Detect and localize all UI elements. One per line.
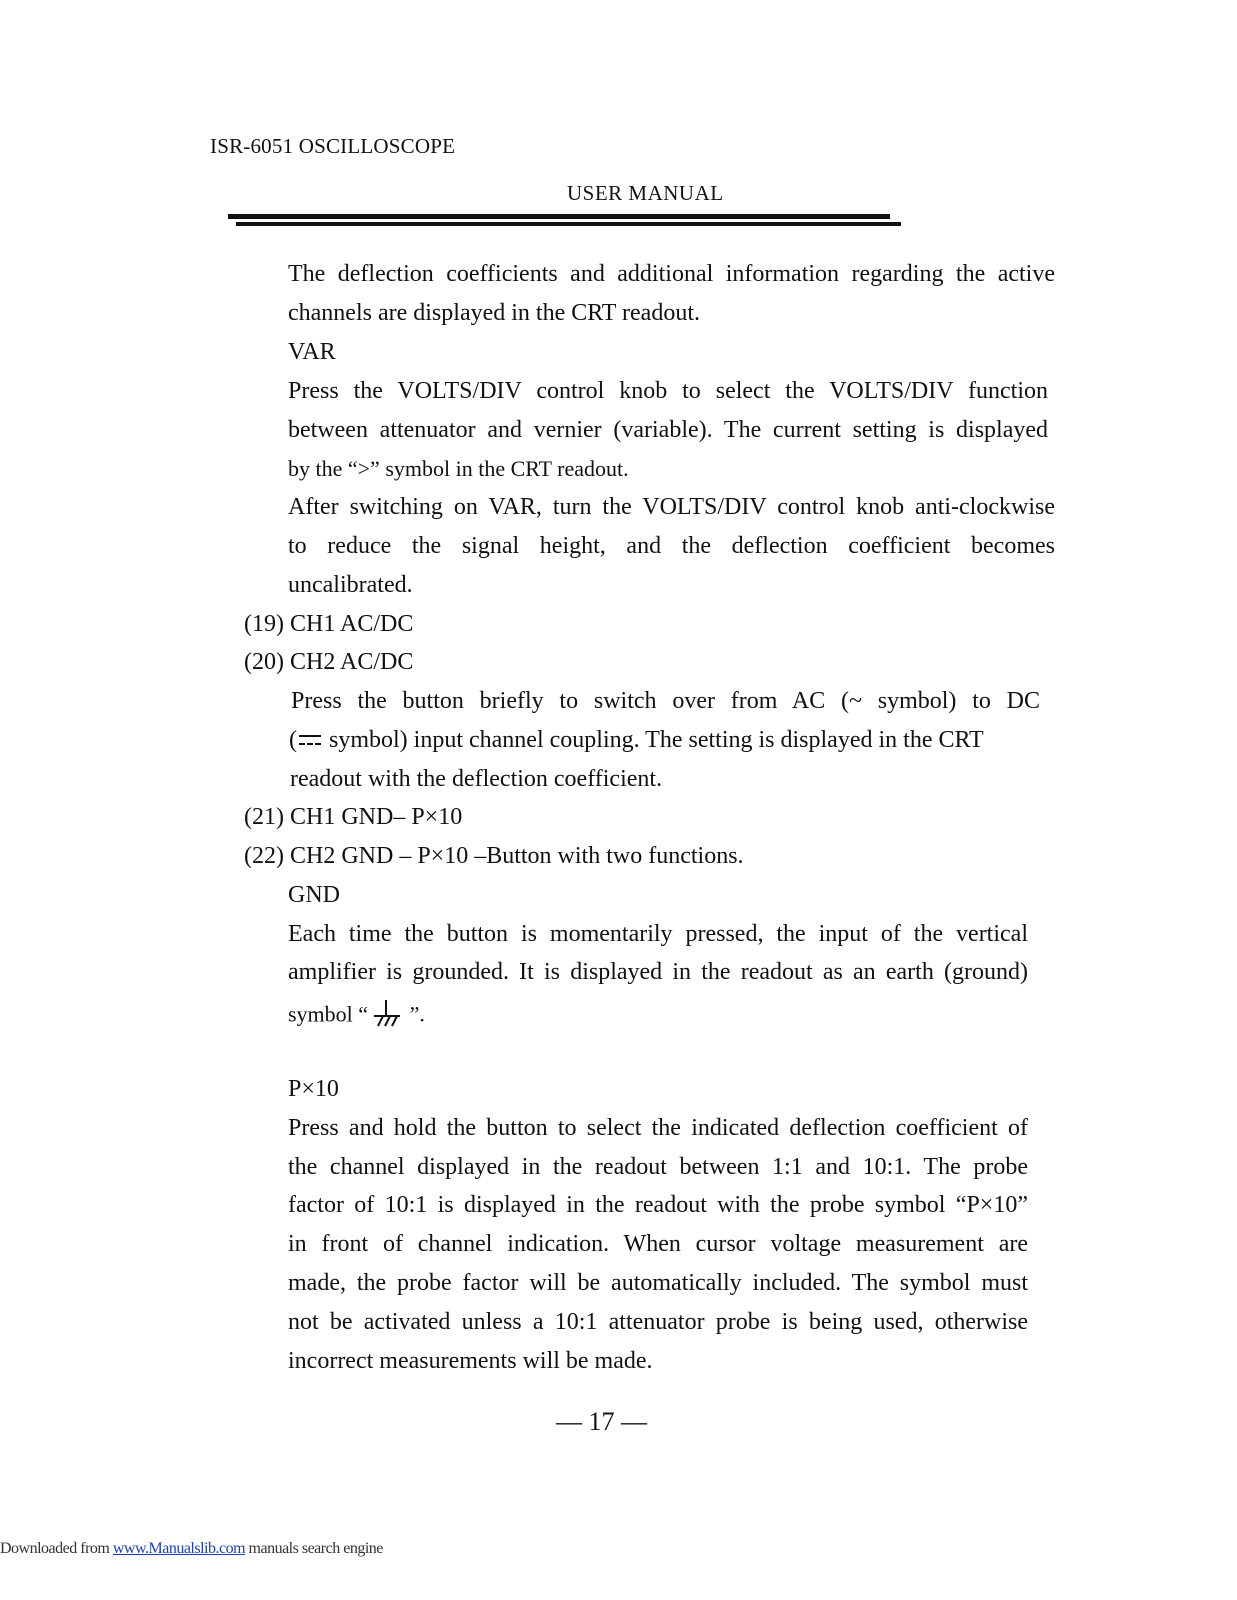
paragraph-line: in front of channel indication. When cursor voltage measurement are: [288, 1231, 1028, 1257]
paren-open: (: [289, 727, 297, 753]
paragraph-line: between attenuator and vernier (variable). The current setting is displayed: [288, 417, 1048, 443]
paragraph-line: uncalibrated.: [288, 572, 413, 598]
list-item-19: (19) CH1 AC/DC: [244, 611, 414, 637]
manual-title: ISR-6051 OSCILLOSCOPE: [210, 134, 456, 158]
download-footer: [0, 1540, 383, 1558]
header-rule-thin: [236, 222, 901, 226]
manual-subtitle: USER MANUAL: [567, 181, 724, 205]
paragraph-line: not be activated unless a 10:1 attenuator probe is being used, otherwise: [288, 1309, 1028, 1335]
paragraph-text: symbol “: [288, 1001, 369, 1027]
manualslib-link[interactable]: www.Manualslib.com: [112, 1540, 246, 1557]
footer-prefix: Downloaded from: [0, 1540, 113, 1557]
list-item-20: (20) CH2 AC/DC: [244, 649, 414, 675]
footer-suffix: manuals search engine: [245, 1540, 383, 1557]
list-item-22: (22) CH2 GND – P×10 –Button with two functions.: [244, 843, 744, 869]
paragraph-line: by the “>” symbol in the CRT readout.: [288, 456, 629, 481]
paragraph-line: After switching on VAR, turn the VOLTS/DIV control knob anti-clockwise: [288, 494, 1055, 520]
paragraph-line: Press the VOLTS/DIV control knob to select the VOLTS/DIV function: [288, 378, 1048, 404]
paragraph-text: ”.: [404, 1001, 425, 1027]
dc-symbol-icon: [297, 731, 323, 751]
paragraph-line: Press the button briefly to switch over from AC (~ symbol) to DC: [291, 688, 1040, 714]
paragraph-line: the channel displayed in the readout between 1:1 and 10:1. The probe: [288, 1154, 1028, 1180]
ground-symbol-icon: [368, 998, 404, 1035]
paragraph-line: amplifier is grounded. It is displayed in the readout as an earth (ground): [288, 959, 1028, 985]
paragraph-line-with-symbol: [288, 998, 425, 1035]
paragraph-line: The deflection coefficients and additional information regarding the active: [288, 261, 1055, 287]
paragraph-line: readout with the deflection coefficient.: [290, 766, 663, 792]
list-item-21: (21) CH1 GND– P×10: [244, 804, 463, 830]
paragraph-line: Press and hold the button to select the indicated deflection coefficient of: [288, 1115, 1028, 1141]
paragraph-line: to reduce the signal height, and the deflection coefficient becomes: [288, 533, 1055, 559]
header-rule-thick: [228, 214, 890, 219]
paragraph-line: factor of 10:1 is displayed in the readout with the probe symbol “P×10”: [288, 1192, 1028, 1218]
paragraph-line-with-symbol: [289, 726, 984, 754]
section-heading-gnd: GND: [288, 882, 340, 908]
paragraph-line: Each time the button is momentarily pressed, the input of the vertical: [288, 921, 1028, 947]
paragraph-line: made, the probe factor will be automatically included. The symbol must: [288, 1270, 1028, 1296]
paragraph-text: symbol) input channel coupling. The setting is displayed in the CRT: [323, 727, 984, 753]
section-heading-var: VAR: [288, 339, 336, 365]
section-heading-px10: P×10: [288, 1076, 339, 1102]
paragraph-line: channels are displayed in the CRT readout.: [288, 300, 700, 326]
page-number: — 17 —: [556, 1407, 647, 1436]
paragraph-line: incorrect measurements will be made.: [288, 1348, 653, 1374]
